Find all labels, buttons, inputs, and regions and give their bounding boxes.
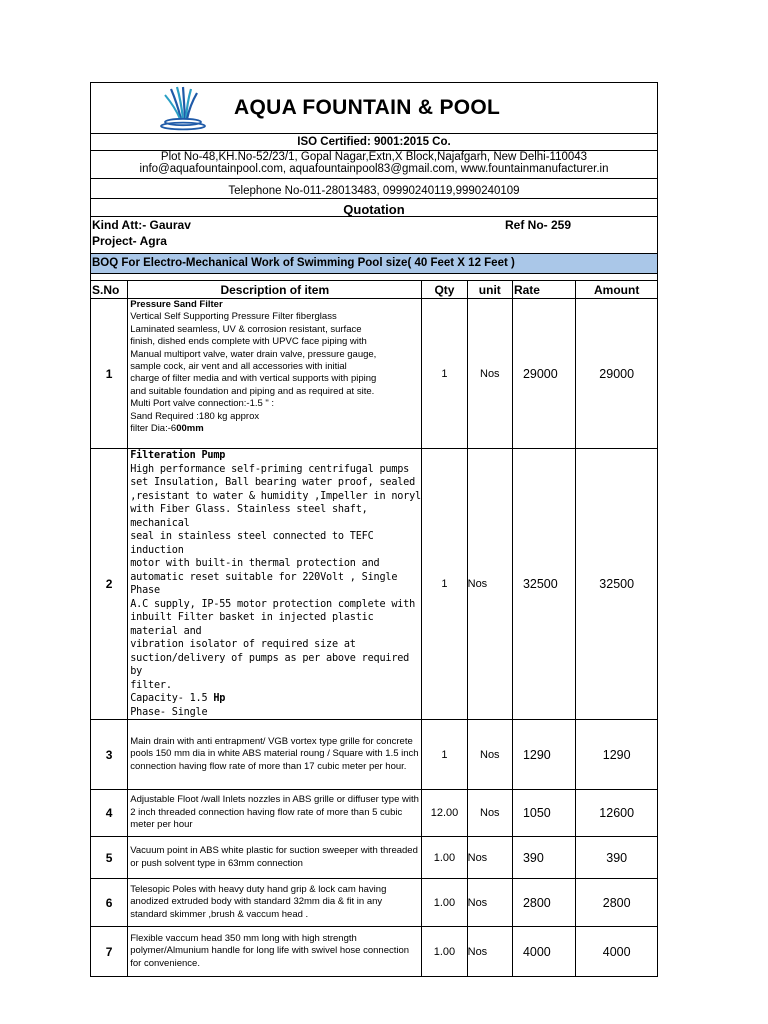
desc-bold-text: 00mm (176, 423, 204, 435)
desc-line: filter. (130, 679, 172, 691)
row-description (128, 299, 422, 449)
table-row (91, 879, 658, 927)
quotation-sheet (90, 82, 658, 977)
desc-line: High performance self-priming centrifugal pumps (130, 463, 410, 475)
company-emails: info@aquafountainpool.com, aquafountainpool83@gmail.com, www.fountainmanufacturer.in (139, 163, 609, 175)
desc-line-last (130, 423, 421, 435)
quotation-table (90, 280, 658, 977)
row-unit: Nos (467, 927, 512, 977)
table-row (91, 790, 658, 837)
desc-line: Manual multiport valve, water drain valve, pressure gauge, (130, 348, 377, 360)
table-row (91, 299, 658, 449)
row-description (128, 449, 422, 720)
row-description: Vacuum point in ABS white plastic for suction sweeper with threaded or push solvent type in 63mm connection (128, 837, 422, 879)
desc-line: suction/delivery of pumps as per above required by (130, 652, 410, 677)
row-amount: 390 (576, 837, 658, 879)
row-qty: 1 (422, 720, 467, 790)
desc-line: sample cock, air vent and all accessories with initial (130, 361, 347, 373)
phase-line: Phase- Single (130, 706, 208, 718)
item-title: Filteration Pump (130, 450, 226, 461)
kind-attention: Kind Att:- Gaurav (92, 218, 191, 232)
table-header-row (91, 281, 658, 299)
header-rate: Rate (512, 281, 575, 299)
row-sno: 1 (91, 299, 128, 449)
desc-line: Laminated seamless, UV & corrosion resistant, surface (130, 323, 362, 335)
client-info (91, 216, 657, 253)
desc-line: motor with built-in thermal protection and (130, 558, 380, 569)
desc-line: charge of filter media and with vertical supports with piping (130, 373, 377, 385)
reference-number: Ref No- 259 (505, 218, 572, 232)
row-amount: 32500 (576, 449, 658, 720)
company-telephone: Telephone No-011-28013483, 09990240119,9990240109 (91, 178, 657, 198)
desc-line: Vertical Self Supporting Pressure Filter fiberglass (130, 311, 337, 323)
row-rate: 390 (512, 837, 575, 879)
row-unit: Nos (467, 720, 512, 790)
row-amount: 29000 (576, 299, 658, 449)
company-address: Plot No-48,KH.No-52/23/1, Gopal Nagar,Extn,X Block,Najafgarh, New Delhi-110043 (91, 150, 657, 164)
table-row (91, 927, 658, 977)
row-unit: Nos (467, 790, 512, 837)
boq-heading: BOQ For Electro-Mechanical Work of Swimming Pool size( 40 Feet X 12 Feet ) (91, 253, 657, 274)
row-qty: 1 (422, 299, 467, 449)
table-row (91, 720, 658, 790)
row-sno: 6 (91, 879, 128, 927)
row-qty: 1 (422, 449, 467, 720)
row-sno: 2 (91, 449, 128, 720)
desc-line: finish, dished ends complete with UPVC face piping with (130, 336, 367, 348)
desc-bold-text: Hp (213, 693, 226, 704)
desc-line: vibration isolator of required size at (130, 639, 356, 650)
document-title: Quotation (91, 198, 657, 216)
table-row (91, 837, 658, 879)
iso-certification: ISO Certified: 9001:2015 Co. (91, 133, 657, 150)
desc-line: and suitable foundation and piping and as required at site. (130, 385, 375, 397)
item-title: Pressure Sand Filter (130, 299, 223, 310)
row-qty: 12.00 (422, 790, 467, 837)
spacer (91, 274, 657, 280)
desc-line: automatic reset suitable for 220Volt , Single Phase (130, 571, 398, 596)
row-unit: Nos (467, 879, 512, 927)
row-amount: 1290 (576, 720, 658, 790)
row-rate: 2800 (512, 879, 575, 927)
letterhead (91, 82, 657, 133)
row-rate: 32500 (512, 449, 575, 720)
header-description: Description of item (128, 281, 422, 299)
row-rate: 29000 (512, 299, 575, 449)
row-rate: 4000 (512, 927, 575, 977)
desc-line: ,resistant to water & humidity ,Impeller in noryl (130, 490, 421, 502)
row-rate: 1290 (512, 720, 575, 790)
header-unit: unit (467, 281, 512, 299)
row-qty: 1.00 (422, 927, 467, 977)
row-amount: 12600 (576, 790, 658, 837)
desc-line: inbuilt Filter basket in injected plastic material and (130, 612, 374, 637)
capacity-line (130, 692, 421, 706)
desc-text: filter Dia:-6 (130, 423, 177, 435)
desc-line: Sand Required :180 kg approx (130, 410, 260, 422)
header-sno: S.No (91, 281, 128, 299)
row-qty: 1.00 (422, 879, 467, 927)
desc-text: Capacity- 1.5 (130, 693, 214, 704)
row-sno: 4 (91, 790, 128, 837)
row-description: Telesopic Poles with heavy duty hand grip & lock cam having anodized extruded body with standard 32mm dia & fit in any standard skimmer ,brush & vaccum head . (128, 879, 422, 927)
header-qty: Qty (422, 281, 467, 299)
row-description: Main drain with anti entrapment/ VGB vortex type grille for concrete pools 150 mm dia in white ABS material roung / Square with 1.5 inch connection having flow rate of more than 17 cubic meter per hour. (128, 720, 422, 790)
company-name: AQUA FOUNTAIN & POOL (234, 96, 501, 119)
desc-line: A.C supply, IP-55 motor protection complete with (130, 598, 416, 610)
header-amount: Amount (576, 281, 658, 299)
project-name: Project- Agra (92, 234, 167, 248)
row-qty: 1.00 (422, 837, 467, 879)
row-unit: Nos (467, 449, 512, 720)
row-sno: 3 (91, 720, 128, 790)
row-description: Adjustable Floot /wall Inlets nozzles in ABS grille or diffuser type with 2 inch threaded connection having flow rate of more than 5 cubic meter per hour (128, 790, 422, 837)
row-sno: 5 (91, 837, 128, 879)
desc-line: seal in stainless steel connected to TEFC induction (130, 531, 374, 556)
row-amount: 4000 (576, 927, 658, 977)
row-unit: Nos (467, 837, 512, 879)
desc-line: set Insulation, Ball bearing water proof, sealed (130, 477, 416, 488)
row-unit: Nos (467, 299, 512, 449)
row-description: Flexible vaccum head 350 mm long with high strength polymer/Almunium handle for long life with swivel hose connection for convenience. (128, 927, 422, 977)
desc-line: Multi Port valve connection:-1.5 " : (130, 398, 275, 410)
desc-line: with Fiber Glass. Stainless steel shaft, mechanical (130, 504, 368, 529)
row-sno: 7 (91, 927, 128, 977)
row-amount: 2800 (576, 879, 658, 927)
row-rate: 1050 (512, 790, 575, 837)
aqua-fountain-logo-icon (153, 85, 211, 131)
table-row (91, 449, 658, 720)
